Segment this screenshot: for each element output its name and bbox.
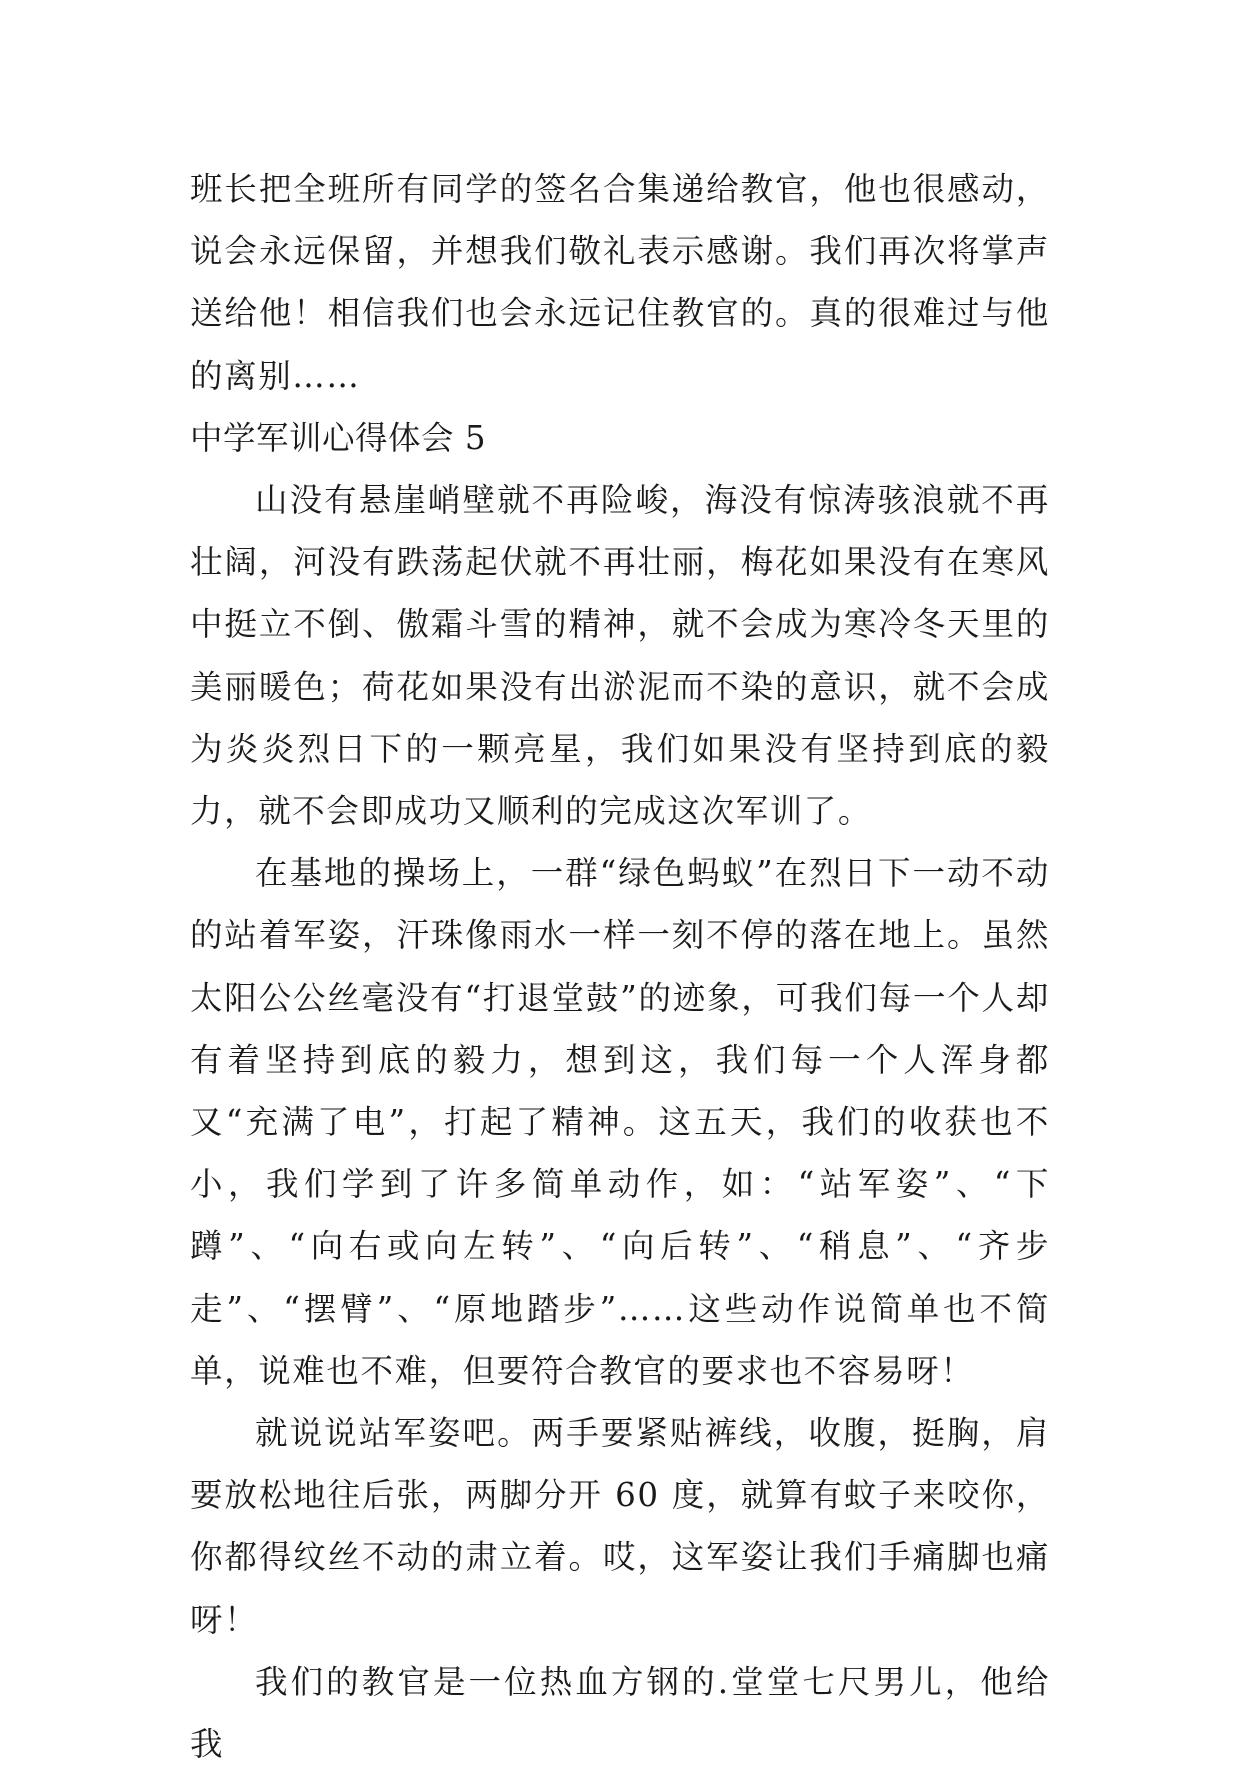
- paragraph-continuation: 班长把全班所有同学的签名合集递给教官，他也很感动，说会永远保留，并想我们敬礼表示感谢。我们再次将掌声送给他！相信我们也会永远记住教官的。真的很难过与他的离别……: [190, 170, 1050, 395]
- paragraph: 山没有悬崖峭壁就不再险峻，海没有惊涛骇浪就不再壮阔，河没有跌荡起伏就不再壮丽，梅花如果没有在寒风中挺立不倒、傲霜斗雪的精神，就不会成为寒冷冬天里的美丽暖色；荷花如果没有出淤泥而不染的意识，就不会成为炎炎烈日下的一颗亮星，我们如果没有坚持到底的毅力，就不会即成功又顺利的完成这次军训了。: [190, 481, 1050, 831]
- paragraph: 我们的教官是一位热血方钢的.堂堂七尺男儿，他给我: [190, 1662, 1050, 1764]
- section-heading: 中学军训心得体会 5: [190, 418, 487, 457]
- document-page: [190, 158, 1050, 1775]
- paragraph: 就说说站军姿吧。两手要紧贴裤线，收腹，挺胸，肩要放松地往后张，两脚分开 60 度，就算有蚊子来咬你，你都得纹丝不动的肃立着。哎，这军姿让我们手痛脚也痛呀！: [190, 1414, 1050, 1639]
- paragraph: 在基地的操场上，一群“绿色蚂蚁”在烈日下一动不动的站着军姿，汗珠像雨水一样一刻不停的落在地上。虽然太阳公公丝毫没有“打退堂鼓”的迹象，可我们每一个人却有着坚持到底的毅力，想到这，我们每一个人浑身都又“充满了电”，打起了精神。这五天，我们的收获也不小，我们学到了许多简单动作，如：“站军姿”、“下蹲”、“向右或向左转”、“向后转”、“稍息”、“齐步走”、“摆臂”、“原地踏步”……这些动作说简单也不简单，说难也不难，但要符合教官的要求也不容易呀！: [190, 854, 1050, 1390]
